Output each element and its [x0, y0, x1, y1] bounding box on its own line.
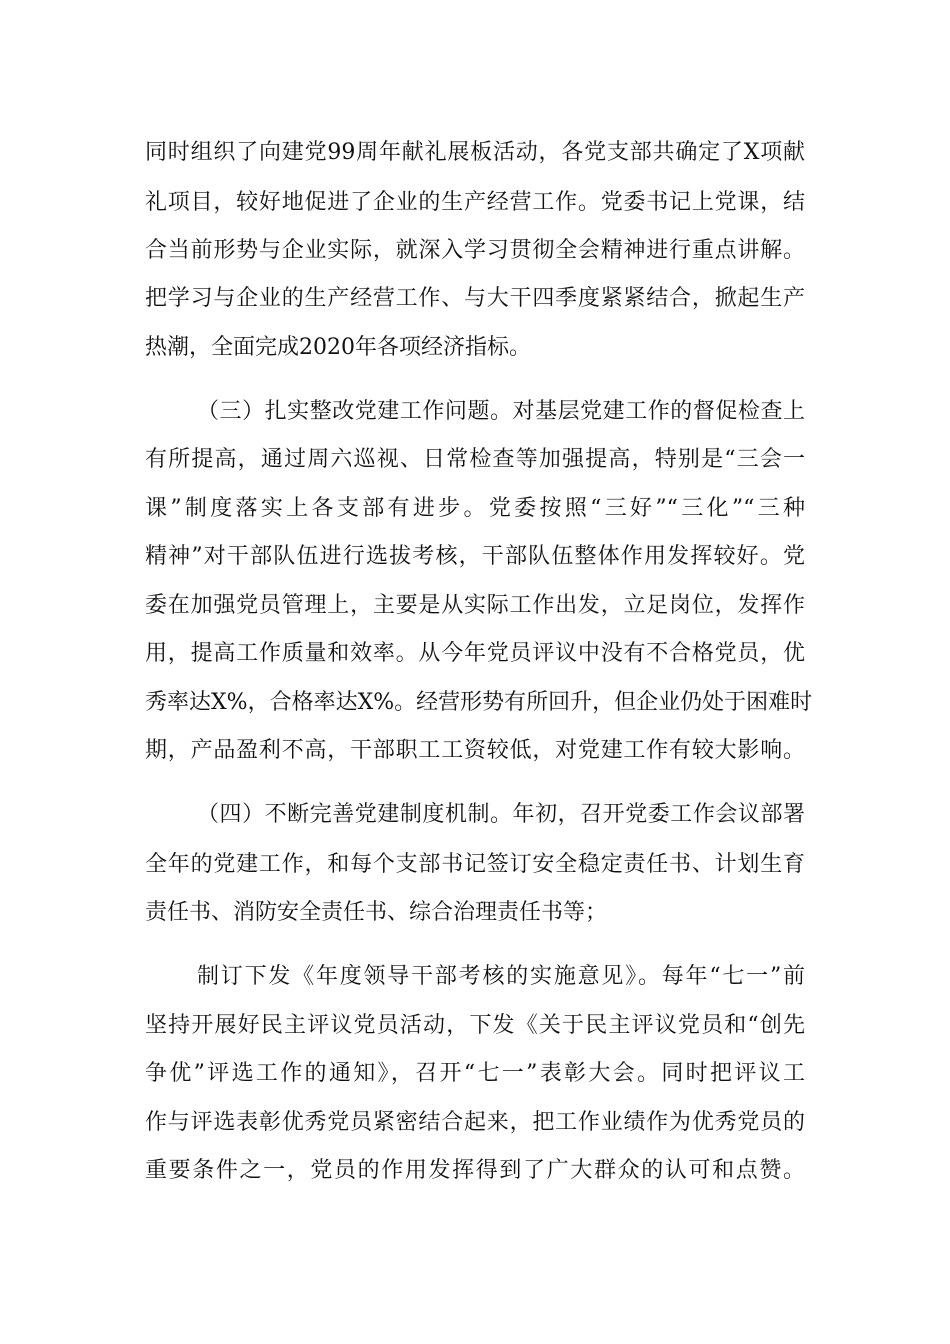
- text-line: 重要条件之一，党员的作用发挥得到了广大群众的认可和点赞。: [145, 1158, 805, 1183]
- text-line: 坚持开展好民主评议党员活动，下发《关于民主评议党员和“创先: [145, 1013, 805, 1038]
- text-line: 精神”对干部队伍进行选拔考核，干部队伍整体作用发挥较好。党: [145, 544, 805, 569]
- text-line: （三）扎实整改党建工作问题。对基层党建工作的督促检查上: [197, 399, 805, 424]
- text-line: 制订下发《年度领导干部考核的实施意见》。每年“七一”前: [197, 964, 805, 989]
- text-line: 同时组织了向建党99周年献礼展板活动，各党支部共确定了X项献: [145, 140, 805, 165]
- text-line: 礼项目，较好地促进了企业的生产经营工作。党委书记上党课，结: [145, 190, 805, 215]
- text-line: 秀率达X%，合格率达X%。经营形势有所回升，但企业仍处于困难时: [145, 690, 813, 715]
- text-line: 委在加强党员管理上，主要是从实际工作出发，立足岗位，发挥作: [145, 593, 805, 618]
- text-line: 合当前形势与企业实际，就深入学习贯彻全会精神进行重点讲解。: [145, 238, 805, 263]
- text-line: 用，提高工作质量和效率。从今年党员评议中没有不合格党员，优: [145, 641, 805, 666]
- text-line: 期，产品盈利不高，干部职工工资较低，对党建工作有较大影响。: [145, 738, 805, 763]
- text-line: 全年的党建工作，和每个支部书记签订安全稳定责任书、计划生育: [145, 852, 805, 877]
- text-line: 责任书、消防安全责任书、综合治理责任书等；: [145, 900, 608, 925]
- text-line: 争优”评选工作的通知》，召开“七一”表彰大会。同时把评议工: [145, 1061, 805, 1086]
- text-line: 热潮，全面完成2020年各项经济指标。: [145, 335, 531, 360]
- text-line: 作与评选表彰优秀党员紧密结合起来，把工作业绩作为优秀党员的: [145, 1110, 805, 1135]
- text-line: 把学习与企业的生产经营工作、与大干四季度紧紧结合，掀起生产: [145, 286, 805, 311]
- text-line: 有所提高，通过周六巡视、日常检查等加强提高，特别是“三会一: [145, 447, 805, 472]
- text-line: （四）不断完善党建制度机制。年初，召开党委工作会议部署: [197, 802, 805, 827]
- text-line: 课”制度落实上各支部有进步。党委按照“三好”“三化”“三种: [145, 496, 805, 521]
